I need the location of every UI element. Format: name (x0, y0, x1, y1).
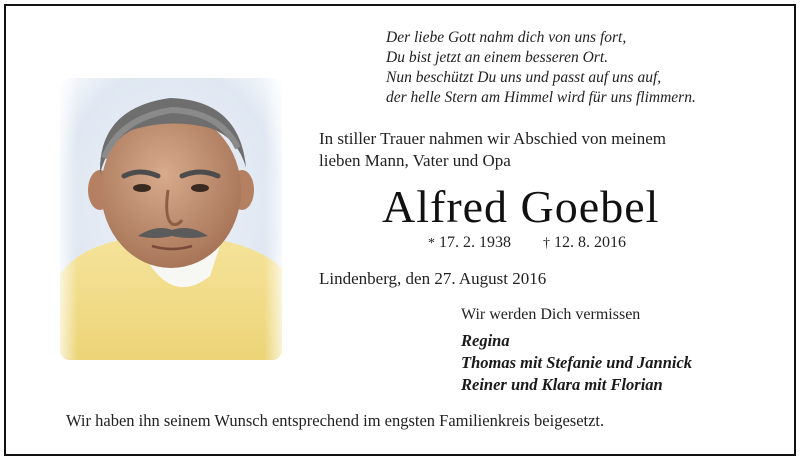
deceased-name: Alfred Goebel (382, 181, 660, 232)
poem-line: Nun beschützt Du uns und passt auf uns auf, (386, 69, 662, 86)
portrait-photo (60, 78, 282, 360)
intro-line: lieben Mann, Vater und Opa (319, 151, 511, 170)
poem-line: der helle Stern am Himmel wird für uns flimmern. (386, 89, 696, 106)
poem (386, 28, 786, 108)
death-date: 12. 8. 2016 (554, 234, 626, 251)
burial-note: Wir haben ihn seinem Wunsch entsprechend im engsten Familienkreis beigesetzt. (66, 411, 605, 430)
family-member: Reiner und Klara mit Florian (461, 375, 663, 394)
intro-line: In stiller Trauer nahmen wir Abschied von meinem (319, 129, 667, 148)
birth-star-icon: * (428, 236, 435, 251)
poem-line: Der liebe Gott nahm dich von uns fort, (386, 29, 627, 46)
life-dates (428, 232, 626, 255)
death-cross-icon: † (543, 236, 550, 251)
family-member: Thomas mit Stefanie und Jannick (461, 353, 693, 372)
birth-date: 17. 2. 1938 (439, 234, 511, 251)
obituary-notice (4, 4, 796, 456)
family-member: Regina (461, 331, 510, 350)
miss-text: Wir werden Dich vermissen (461, 306, 641, 323)
portrait-image (60, 78, 282, 360)
poem-line: Du bist jetzt an einem besseren Ort. (386, 49, 608, 66)
place-date: Lindenberg, den 27. August 2016 (319, 269, 547, 288)
family-signatures (461, 330, 692, 396)
intro-text (319, 128, 779, 172)
